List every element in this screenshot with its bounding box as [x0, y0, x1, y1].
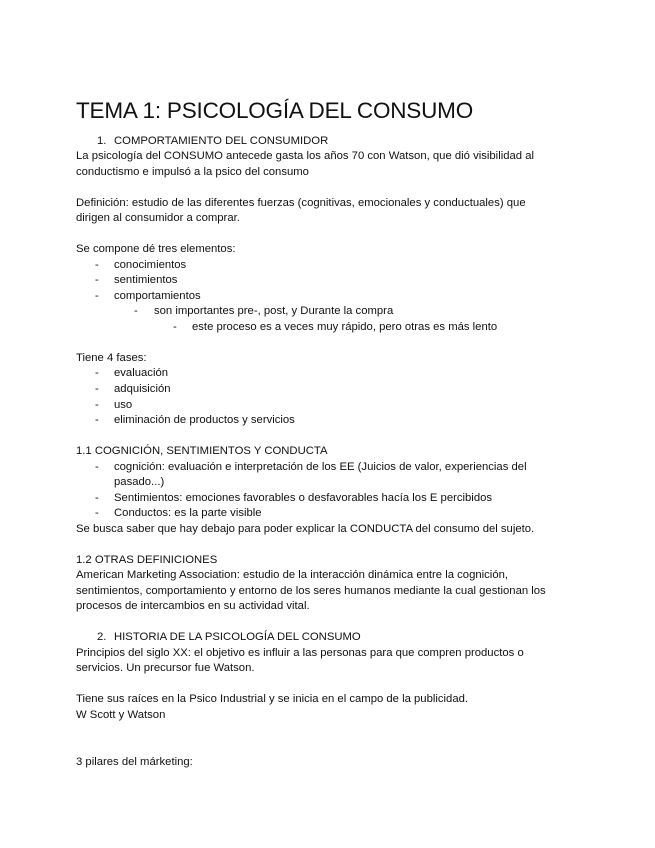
- section2-heading: HISTORIA DE LA PSICOLOGÍA DEL CONSUMO: [114, 631, 361, 643]
- bullet-dash: -: [95, 399, 99, 411]
- definition-line2: dirigen al consumidor a comprar.: [76, 212, 240, 224]
- section1-heading: COMPORTAMIENTO DEL CONSUMIDOR: [114, 135, 329, 147]
- ama-definition-line1: American Marketing Association: estudio de la interacción dinámica entre la cognición,: [76, 569, 509, 581]
- section1-1-heading: 1.1 COGNICIÓN, SENTIMIENTOS Y CONDUCTA: [76, 445, 328, 457]
- cognition-line1: cognición: evaluación e interpretación de los EE (Juicios de valor, experiencias del: [114, 461, 527, 473]
- conduct-item: Conductos: es la parte visible: [114, 507, 262, 519]
- bullet-dash: -: [95, 507, 99, 519]
- phase-item: uso: [114, 399, 133, 411]
- section2-line1: Principios del siglo XX: el objetivo es influir a las personas para que compren productos o: [76, 647, 524, 659]
- ama-definition-line2: sentimientos, comportamiento y entorno de los seres humanos mediante la cual gestionan los: [76, 585, 546, 597]
- bullet-dash: -: [95, 383, 99, 395]
- bullet-dash: -: [95, 367, 99, 379]
- phase-item: eliminación de productos y servicios: [114, 414, 295, 426]
- ama-definition-line3: procesos de intercambios en su actividad vital.: [76, 600, 310, 612]
- bullet-dash: -: [95, 492, 99, 504]
- section1-intro-line2: conductismo e impulsó a la psico del consumo: [76, 166, 309, 178]
- bullet-dash: -: [95, 414, 99, 426]
- page-title: TEMA 1: PSICOLOGÍA DEL CONSUMO: [76, 98, 474, 123]
- phase-item: evaluación: [114, 367, 169, 379]
- section2-line2: servicios. Un precursor fue Watson.: [76, 662, 255, 674]
- element-item: conocimientos: [114, 259, 187, 271]
- cognition-line2: pasado...): [114, 476, 165, 488]
- feelings-item: Sentimientos: emociones favorables o desfavorables hacía los E percibidos: [114, 492, 493, 504]
- bullet-dash: -: [95, 290, 99, 302]
- element-item: sentimientos: [114, 274, 178, 286]
- bullet-dash: -: [95, 461, 99, 473]
- phase-item: adquisición: [114, 383, 171, 395]
- section1-2-heading: 1.2 OTRAS DEFINICIONES: [76, 554, 218, 566]
- bullet-dash: -: [95, 259, 99, 271]
- definition-line1: Definición: estudio de las diferentes fuerzas (cognitivas, emocionales y conductuales) que: [76, 197, 526, 209]
- bullet-dash: -: [95, 274, 99, 286]
- elements-intro: Se compone dé tres elementos:: [76, 243, 236, 255]
- sub-sub-item: este proceso es a veces muy rápido, pero otras es más lento: [192, 321, 498, 333]
- bullet-dash: -: [134, 305, 138, 317]
- section1-1-summary: Se busca saber que hay debajo para poder explicar la CONDUCTA del consumo del sujeto.: [76, 523, 535, 535]
- element-item: comportamientos: [114, 290, 201, 302]
- bullet-dash: -: [173, 321, 177, 333]
- sub-item: son importantes pre-, post, y Durante la compra: [154, 305, 394, 317]
- section2-number: 2.: [97, 631, 107, 643]
- pillars-line: 3 pilares del márketing:: [76, 756, 193, 768]
- names-line: W Scott y Watson: [76, 709, 166, 721]
- phases-intro: Tiene 4 fases:: [76, 352, 147, 364]
- roots-line: Tiene sus raíces en la Psico Industrial y se inicia en el campo de la publicidad.: [76, 693, 469, 705]
- section1-number: 1.: [97, 135, 107, 147]
- section1-intro-line1: La psicología del CONSUMO antecede gasta los años 70 con Watson, que dió visibilidad al: [76, 150, 534, 162]
